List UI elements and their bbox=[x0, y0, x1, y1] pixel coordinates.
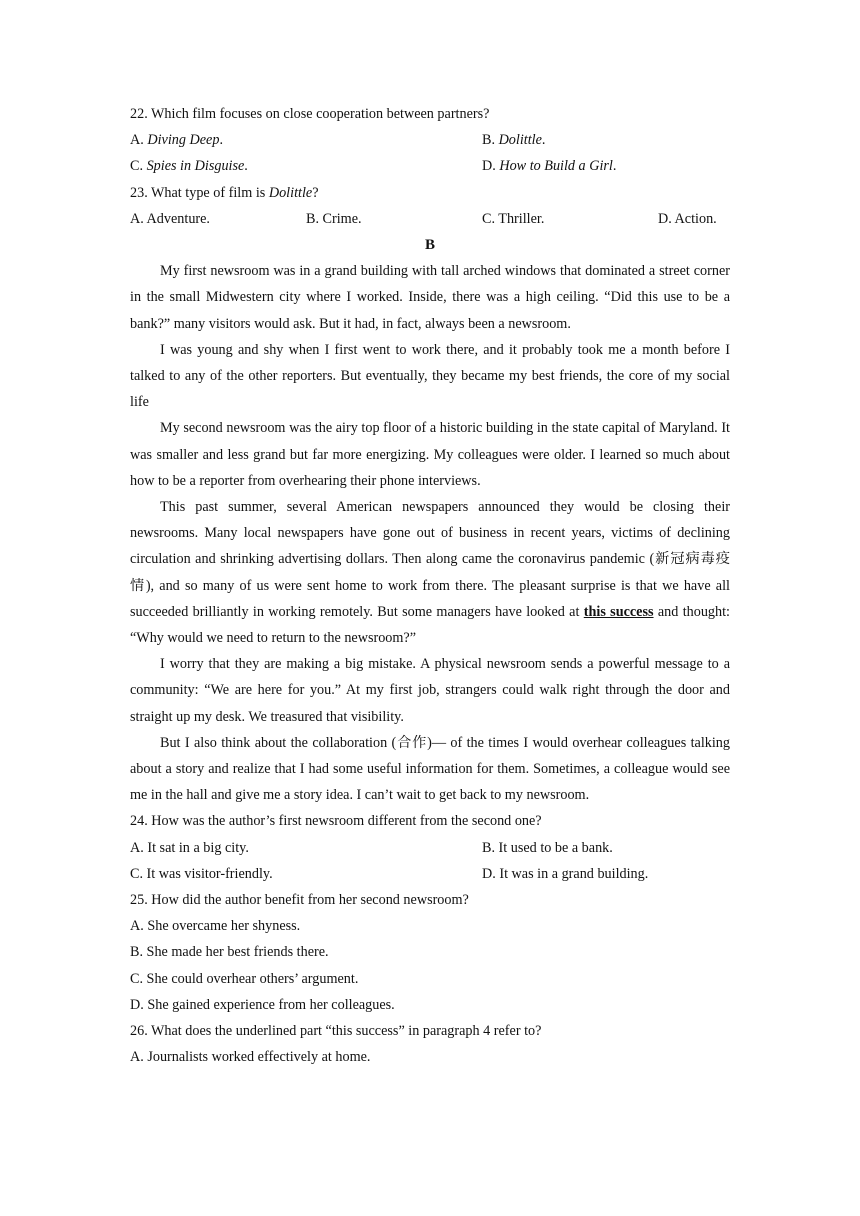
question-22: 22. Which film focuses on close cooperation between partners? bbox=[130, 106, 490, 122]
option-25-a: A. She overcame her shyness. bbox=[130, 918, 301, 935]
option-25-b: B. She made her best friends there. bbox=[130, 944, 329, 961]
paragraph-5: I worry that they are making a big mistake. A physical newsroom sends a powerful message to a community: “We are here for you.” At my first job, strangers could walk right through the door and straight up my desk. We treasured that visibility. bbox=[130, 656, 730, 725]
option-22-c: C. Spies in Disguise. bbox=[130, 158, 248, 175]
question-24-options-row-1 bbox=[130, 835, 730, 861]
question-25: 25. How did the author benefit from her second newsroom? bbox=[130, 891, 469, 908]
section-heading: B bbox=[424, 236, 435, 253]
paragraph-1: My first newsroom was in a grand building with tall arched windows that dominated a street corner in the small Midwestern city where I worked. Inside, there was a high ceiling. “Did this use to be a bank?” many visitors would ask. But it had, in fact, always been a newsroom. bbox=[130, 263, 730, 332]
option-25-c: C. She could overhear others’ argument. bbox=[130, 970, 359, 987]
paragraph-6: But I also think about the collaboration (合作)— of the times I would overhear colleagues talking about a story and realize that I had some useful information for them. Sometimes, a colleague would see me in the hall and give me a story idea. I can’t wait to get back to my newsroom. bbox=[130, 734, 730, 804]
option-24-d: D. It was in a grand building. bbox=[482, 865, 649, 882]
question-24: 24. How was the author’s first newsroom different from the second one? bbox=[130, 813, 542, 830]
paragraph-4: This past summer, several American newspapers announced they would be closing their newsrooms. Many local newspapers have gone out of business in recent years, victims of declining circulation and shrinking advertising dollars. Then along came the coronavirus pandemic (新冠病毒疫情), and so many of us were sent home to work from there. The pleasant surprise is that we have all succeeded brilliantly in working remotely. But some managers have looked at this success and thought: “Why would we need to return to the newsroom?” bbox=[130, 498, 730, 646]
question-23: 23. What type of film is Dolittle? bbox=[130, 184, 319, 201]
underlined-phrase: this success bbox=[583, 603, 654, 620]
option-23-b: B. Crime. bbox=[306, 210, 362, 227]
option-23-c: C. Thriller. bbox=[482, 210, 545, 227]
option-24-a: A. It sat in a big city. bbox=[130, 839, 249, 856]
option-22-b: B. Dolittle. bbox=[482, 132, 546, 149]
option-22-d: D. How to Build a Girl. bbox=[482, 158, 617, 175]
option-23-a: A. Adventure. bbox=[130, 210, 210, 227]
option-23-d: D. Action. bbox=[658, 210, 717, 227]
option-24-c: C. It was visitor-friendly. bbox=[130, 865, 273, 882]
option-26-a: A. Journalists worked effectively at home. bbox=[130, 1049, 371, 1066]
paragraph-2: I was young and shy when I first went to work there, and it probably took me a month before I talked to any of the other reporters. But eventually, they became my best friends, the core of my social life bbox=[130, 341, 730, 411]
option-24-b: B. It used to be a bank. bbox=[482, 839, 613, 856]
question-26: 26. What does the underlined part “this success” in paragraph 4 refer to? bbox=[130, 1022, 542, 1039]
question-23-options bbox=[130, 206, 730, 232]
question-22-options-row-1 bbox=[130, 127, 730, 153]
option-22-a: A. Diving Deep. bbox=[130, 132, 223, 149]
paragraph-3: My second newsroom was the airy top floor of a historic building in the state capital of Maryland. It was smaller and less grand but far more energizing. My colleagues were older. I learned so much about how to be a reporter from overhearing their phone interviews. bbox=[130, 420, 730, 489]
question-24-options-row-2 bbox=[130, 861, 730, 887]
document-page bbox=[130, 101, 730, 1070]
question-22-options-row-2 bbox=[130, 153, 730, 179]
option-25-d: D. She gained experience from her colleagues. bbox=[130, 996, 395, 1013]
